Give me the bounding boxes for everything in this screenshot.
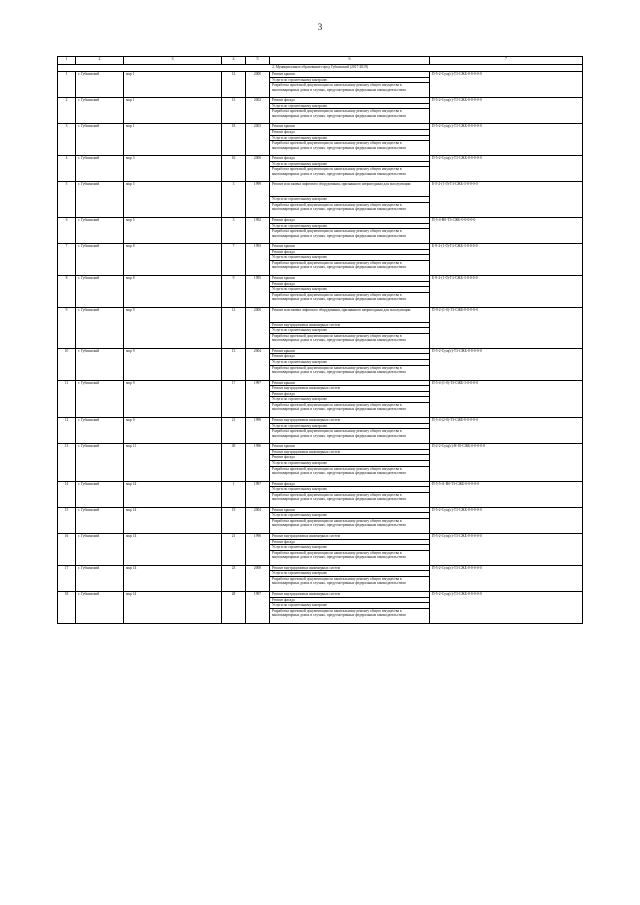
work-item: Ремонт фасада [270,250,429,256]
house-number-cell: 1 [222,481,246,507]
year-cell: 1998 [246,418,270,444]
works-cell [270,481,430,507]
year-cell: 1997 [246,481,270,507]
house-number-cell: 12 [222,72,246,98]
column-number: 7 [430,57,583,65]
address-cell: мкр 9 [124,307,222,348]
address-cell: мкр 9 [124,418,222,444]
city-cell: г. Губкинский [76,348,124,380]
code-cell: П-5-2-Сущ(с)-Т3-СЖБ-0-0-0-0-0 [430,565,583,591]
work-item: Ремонт фасада [270,354,429,360]
work-item: Ремонт фасада [270,156,429,162]
house-number-cell: 21 [222,533,246,565]
address-cell: мкр 14 [124,565,222,591]
address-cell: мкр 14 [124,533,222,565]
year-cell: 1992 [246,217,270,243]
work-item: Услуги по строительному контролю [270,487,429,493]
house-number-cell: 3 [222,182,246,218]
column-number-row [58,57,583,65]
year-cell: 2002 [246,98,270,124]
city-cell: г. Губкинский [76,444,124,481]
row-number: 8 [58,275,76,307]
row-number: 18 [58,591,76,623]
works-cell [270,244,430,276]
work-item: Разработка проектной документации по капитальному ремонту общего имущества в многоквартирных домах в случаях, предусмотренных федеральным законодательством [272,403,406,412]
work-item: Ремонт фасада [270,218,429,224]
city-cell: г. Губкинский [76,507,124,533]
table-row [58,156,583,182]
row-number: 17 [58,565,76,591]
code-cell: П-5-2-Сущ(с)-Т3-СЖБ-0-0-0-0-0 [430,98,583,124]
work-item: Ремонт внутридомовых инженерных систем [270,450,429,456]
city-cell: г. Губкинский [76,124,124,156]
works-cell [270,591,430,623]
city-cell: г. Губкинский [76,307,124,348]
year-cell: 1997 [246,591,270,623]
work-item: Ремонт крыши [270,72,429,78]
table-row [58,124,583,156]
works-cell [270,156,430,182]
address-cell: мкр 5 [124,217,222,243]
work-item: Разработка проектной документации по капитальному ремонту общего имущества в многоквартирных домах в случаях, предусмотренных федеральным законодательством [272,109,406,118]
year-cell: 2000 [246,72,270,98]
row-number: 5 [58,182,76,218]
work-item: Разработка проектной документации по капитальному ремонту общего имущества в многоквартирных домах в случаях, предусмотренных федеральным законодательством [272,365,406,375]
city-cell: г. Губкинский [76,481,124,507]
row-number: 11 [58,380,76,417]
year-cell: 2004 [246,507,270,533]
house-number-cell: 15 [222,98,246,124]
row-number: 12 [58,418,76,444]
city-cell: г. Губкинский [76,533,124,565]
work-item: Ремонт крыши [270,381,429,387]
address-cell: мкр 3 [124,156,222,182]
work-item: Ремонт внутридомовых инженерных систем [270,418,429,424]
work-item: Услуги по строительному контролю [270,162,429,168]
works-cell [270,418,430,444]
work-item: Услуги по строительному контролю [270,224,429,230]
works-cell [270,307,430,348]
work-item: Ремонт фасада [270,392,429,398]
table-row [58,418,583,444]
work-item: Разработка проектной документации по капитальному ремонту общего имущества в многоквартирных домах в случаях, предусмотренных федеральным законодательством [272,292,406,302]
work-item: Разработка проектной документации по капитальному ремонту общего имущества в многоквартирных домах в случаях, предусмотренных федеральным законодательством [272,429,406,438]
work-item: Услуги по строительному контролю [270,397,429,403]
table-row [58,307,583,348]
address-cell: мкр 8 [124,244,222,276]
code-cell: П-5-2-Сущ(с)-Т3-СЖБ-0-0-0-0-0 [430,72,583,98]
work-item: Услуги по строительному контролю [270,328,429,334]
work-item: Ремонт фасада [270,282,429,288]
work-item: Ремонт крыши [270,276,429,282]
code-cell: П-5-2-Сущ(с)-Т3-СЖБ-0-0-0-0-0 [430,156,583,182]
works-cell [270,533,430,565]
house-number-cell: 12 [222,307,246,348]
city-cell: г. Губкинский [76,591,124,623]
code-cell: П-9-2-(1-0)-Т3-СЖБ-0-0-0-0-0 [430,307,583,348]
work-item: Услуги по строительному контролю [270,255,429,261]
city-cell: г. Губкинский [76,275,124,307]
table-row [58,444,583,481]
row-number: 3 [58,124,76,156]
city-cell: г. Губкинский [76,217,124,243]
work-item: Ремонт или замена лифтового оборудования, признанного непригодным для эксплуатации [270,308,429,323]
code-cell: Е-9-2-(1-0)-Т3-СЖБ-3-0-0-0-0 [430,275,583,307]
table-row [58,481,583,507]
works-cell [270,444,430,481]
works-cell [270,348,430,380]
house-number-cell: 9 [222,275,246,307]
table-row [58,565,583,591]
work-item: Ремонт фасада [270,598,429,604]
table-row [58,98,583,124]
year-cell: 1997 [246,380,270,417]
works-cell [270,217,430,243]
house-number-cell: 7 [222,244,246,276]
work-item: Ремонт крыши [270,444,429,450]
column-number: 1 [58,57,76,65]
work-item: Услуги по строительному контролю [270,104,429,110]
work-item: Ремонт крыши [270,349,429,355]
house-number-cell: 19 [222,507,246,533]
row-number: 16 [58,533,76,565]
work-item: Разработка проектной документации по капитальному ремонту общего имущества в многоквартирных домах в случаях, предусмотренных федеральным законодательством [272,550,406,560]
house-number-cell: 18 [222,124,246,156]
year-cell: 2000 [246,307,270,348]
address-cell: мкр 5 [124,182,222,218]
table-row [58,182,583,218]
code-cell: П-5-4-(1-0)-Т3-СЖБ-3-0-0-0-0 [430,380,583,417]
row-number: 6 [58,217,76,243]
row-number: 13 [58,444,76,481]
address-cell: мкр 9 [124,380,222,417]
work-item: Ремонт крыши [270,124,429,130]
year-cell: 1993 [246,244,270,276]
city-cell: г. Губкинский [76,182,124,218]
work-item: Разработка проектной документации по капитальному ремонту общего имущества в многоквартирных домах в случаях, предусмотренных федеральным законодательством [272,83,406,92]
year-cell: 1999 [246,182,270,218]
works-cell [270,275,430,307]
code-cell: П-5-2-Сущ(с)-Т3-СЖБ-0-0-0-0-0 [430,124,583,156]
work-item: Разработка проектной документации по капитальному ремонту общего имущества в многоквартирных домах в случаях, предусмотренных федеральным законодательством [272,492,406,502]
city-cell: г. Губкинский [76,244,124,276]
table-row [58,380,583,417]
table-row [58,591,583,623]
work-item: Разработка проектной документации по капитальному ремонту общего имущества в многоквартирных домах в случаях, предусмотренных федеральным законодательством [272,333,406,343]
work-item: Ремонт внутридомовых инженерных систем [270,566,429,572]
city-cell: г. Губкинский [76,418,124,444]
address-cell: мкр 8 [124,275,222,307]
work-item: Услуги по строительному контролю [270,136,429,142]
table-body [58,72,583,624]
work-item: Услуги по строительному контролю [270,78,429,84]
program-table [57,56,583,624]
code-cell: П-5-2-Сущ(с)-Т3-СЖБ-0-0-0-0-0 [430,591,583,623]
works-cell [270,380,430,417]
code-cell: П-5-2-Сущ(с)-Т3-СЖБ-0-0-0-0-0 [430,533,583,565]
house-number-cell: 5 [222,217,246,243]
work-item: Ремонт внутридомовых инженерных систем [270,323,429,329]
row-number: 2 [58,98,76,124]
work-item: Ремонт крыши [270,244,429,250]
section-heading: 2. Муниципальное образование город Губкинский (2017-2019) [58,65,583,72]
city-cell: г. Губкинский [76,380,124,417]
address-cell: мкр 14 [124,591,222,623]
house-number-cell: 17 [222,380,246,417]
work-item: Услуги по строительному контролю [270,545,429,551]
code-cell: П-5-2-Сущ(с)-Т3-СЖБ-0-0-0-0-0 [430,507,583,533]
work-item: Ремонт крыши [270,508,429,514]
work-item: Услуги по строительному контролю [270,424,429,430]
work-item: Ремонт внутридомовых инженерных систем [270,534,429,540]
work-item: Услуги по строительному контролю [270,197,429,203]
section-heading-row [58,65,583,72]
address-cell: мкр 14 [124,507,222,533]
work-item: Разработка проектной документации по капитальному ремонту общего имущества в многоквартирных домах в случаях, предусмотренных федеральным законодательством [272,576,406,586]
code-cell: П-5-2-Сущ(с)-Т3-СЖБ-0-0-0-0-0 [430,348,583,380]
code-cell: Е-9-2-(1-0)-Т3-СЖБ-3-0-0-0-0 [430,244,583,276]
code-cell: П-5-5-А-Нб-Т3-СЖБ-0-0-0-0-0 [430,481,583,507]
work-item: Разработка проектной документации по капитальному ремонту общего имущества в многоквартирных домах в случаях, предусмотренных федеральным законодательством [272,518,406,528]
year-cell: 2006 [246,156,270,182]
work-item: Ремонт фасада [270,540,429,546]
column-number: 6 [270,57,430,65]
code-cell: Е-5-2-(1-0)-Т3-СЖБ-3-0-0-0-0 [430,182,583,218]
work-item: Услуги по строительному контролю [270,287,429,293]
work-item: Разработка проектной документации по капитальному ремонту общего имущества в многоквартирных домах в случаях, предусмотренных федеральным законодательством [272,141,406,150]
year-cell: 2004 [246,348,270,380]
row-number: 7 [58,244,76,276]
work-item: Услуги по строительному контролю [270,571,429,577]
address-cell: мкр 1 [124,124,222,156]
works-cell [270,72,430,98]
works-cell [270,182,430,218]
year-cell: 2008 [246,565,270,591]
table-row [58,533,583,565]
address-cell: мкр 1 [124,72,222,98]
column-number: 4 [222,57,246,65]
work-item: Ремонт фасада [270,455,429,461]
year-cell: 1995 [246,275,270,307]
work-item: Ремонт фасада [270,98,429,104]
table-row [58,72,583,98]
house-number-cell: 49 [222,444,246,481]
column-number: 3 [124,57,222,65]
city-cell: г. Губкинский [76,98,124,124]
works-cell [270,507,430,533]
table-row [58,217,583,243]
house-number-cell: 28 [222,591,246,623]
row-number: 14 [58,481,76,507]
house-number-cell: 16 [222,156,246,182]
year-cell: 1996 [246,533,270,565]
work-item: Услуги по строительному контролю [270,461,429,467]
work-item: Разработка проектной документации по капитальному ремонту общего имущества в многоквартирных домах в случаях, предусмотренных федеральным законодательством [272,229,406,238]
house-number-cell: 23 [222,565,246,591]
table-row [58,348,583,380]
page-number: 3 [317,22,323,32]
row-number: 4 [58,156,76,182]
work-item: Ремонт фасада [270,482,429,488]
city-cell: г. Губкинский [76,565,124,591]
row-number: 15 [58,507,76,533]
work-item: Ремонт внутридомовых инженерных систем [270,386,429,392]
code-cell: П-5-4-Нб-Т3-СЖБ-0-0-0-0-0 [430,217,583,243]
table-row [58,244,583,276]
work-item: Разработка проектной документации по капитальному ремонту общего имущества в многоквартирных домах в случаях, предусмотренных федеральным законодательством [272,608,406,618]
works-cell [270,565,430,591]
address-cell: мкр 9 [124,348,222,380]
code-cell: П-5-4-(2-0)-Т3-СЖБ-0-0-0-0-0 [430,418,583,444]
work-item: Разработка проектной документации по капитальному ремонту общего имущества в многоквартирных домах в случаях, предусмотренных федеральным законодательством [272,202,406,212]
row-number: 1 [58,72,76,98]
table-row [58,507,583,533]
address-cell: мкр 14 [124,481,222,507]
year-cell: 2003 [246,124,270,156]
house-number-cell: 13 [222,348,246,380]
work-item: Ремонт фасада [270,130,429,136]
work-item: Услуги по строительному контролю [270,603,429,609]
city-cell: г. Губкинский [76,156,124,182]
row-number: 10 [58,348,76,380]
work-item: Ремонт или замена лифтового оборудования, признанного непригодным для эксплуатации [270,182,429,197]
work-item: Ремонт внутридомовых инженерных систем [270,592,429,598]
year-cell: 1996 [246,444,270,481]
works-cell [270,98,430,124]
work-item: Разработка проектной документации по капитальному ремонту общего имущества в многоквартирных домах в случаях, предусмотренных федеральным законодательством [272,466,406,475]
city-cell: г. Губкинский [76,72,124,98]
address-cell: мкр 11 [124,444,222,481]
code-cell: П-2-2-Сущ(с)-Н-10-СЖБ-0-0-0-0-0 [430,444,583,481]
work-item: Услуги по строительному контролю [270,360,429,366]
column-number: 5 [246,57,270,65]
house-number-cell: 21 [222,418,246,444]
address-cell: мкр 1 [124,98,222,124]
column-number: 2 [76,57,124,65]
work-item: Разработка проектной документации по капитальному ремонту общего имущества в многоквартирных домах в случаях, предусмотренных федеральным законодательством [272,260,406,270]
table-row [58,275,583,307]
works-cell [270,124,430,156]
work-item: Разработка проектной документации по капитальному ремонту общего имущества в многоквартирных домах в случаях, предусмотренных федеральным законодательством [272,167,406,176]
row-number: 9 [58,307,76,348]
work-item: Услуги по строительному контролю [270,513,429,519]
